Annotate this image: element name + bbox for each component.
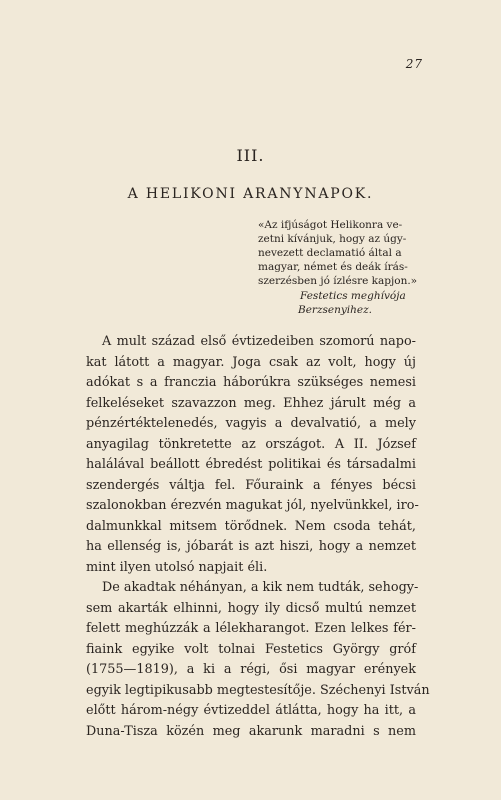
- text-line: egyik legtipikusabb megtestesítője. Széchenyi István: [86, 682, 430, 698]
- text-line: ha ellenség is, jóbarát is azt hiszi, hogy a nemzet: [86, 539, 416, 554]
- attribution-line: Festetics meghívója: [300, 290, 406, 302]
- text-line: felett meghúzzák a lélekharangot. Ezen lelkes fér-: [86, 621, 416, 636]
- epigraph-line: szerzésben jó ízlésre kapjon.»: [258, 275, 418, 287]
- page-number: 27: [405, 57, 423, 71]
- attribution-line: Berzsenyihez.: [298, 304, 372, 316]
- chapter-title: A HELIKONI ARANYNAPOK.: [127, 186, 374, 202]
- text-line: dalmunkkal mitsem törődnek. Nem csoda tehát,: [86, 518, 416, 534]
- text-line: halálával beállott ébredést politikai és társadalmi: [86, 457, 416, 472]
- text-line: Duna-Tisza közén meg akarunk maradni s nem: [86, 723, 416, 739]
- text-line: előtt három-négy évtizeddel átlátta, hogy ha itt, a: [86, 703, 416, 718]
- text-line: De akadtak néhányan, a kik nem tudták, sehogy-: [102, 580, 419, 595]
- text-line: felkeléseket szavazzon meg. Ehhez járult még a: [86, 395, 416, 411]
- text-line: anyagilag tönkretette az országot. A II. József: [86, 436, 416, 452]
- text-line: szalonokban érezvén magukat jól, nyelvünkkel, iro-: [86, 498, 419, 513]
- text-line: A mult század első évtizedeiben szomorú napo-: [102, 334, 416, 349]
- chapter-number: III.: [236, 146, 265, 165]
- epigraph-line: magyar, német és deák írás-: [258, 261, 408, 273]
- text-line: fiaink egyike volt tolnai Festetics György gróf: [86, 641, 416, 657]
- epigraph: [258, 218, 438, 288]
- text-line: kat látott a magyar. Joga csak az volt, hogy új: [86, 354, 416, 370]
- body-text: [86, 332, 430, 742]
- text-line: pénzértéktelenedés, vagyis a devalvatió, a mely: [86, 416, 416, 431]
- epigraph-line: «Az ifjúságot Helikonra ve-: [258, 219, 403, 231]
- text-line: (1755—1819), a ki a régi, ősi magyar erények: [86, 662, 416, 677]
- text-line: sem akarták elhinni, hogy ily dicső multú nemzet: [86, 600, 416, 616]
- text-line: adókat s a franczia háborúkra szükséges nemesi: [86, 375, 416, 390]
- text-line: mint ilyen utolsó napjait éli.: [86, 559, 268, 575]
- text-line: szendergés váltja fel. Főuraink a fényes bécsi: [86, 477, 416, 493]
- epigraph-line: zetni kívánjuk, hogy az úgy-: [258, 233, 407, 245]
- epigraph-line: nevezett declamatió által a: [258, 247, 402, 259]
- epigraph-attribution: [258, 289, 438, 317]
